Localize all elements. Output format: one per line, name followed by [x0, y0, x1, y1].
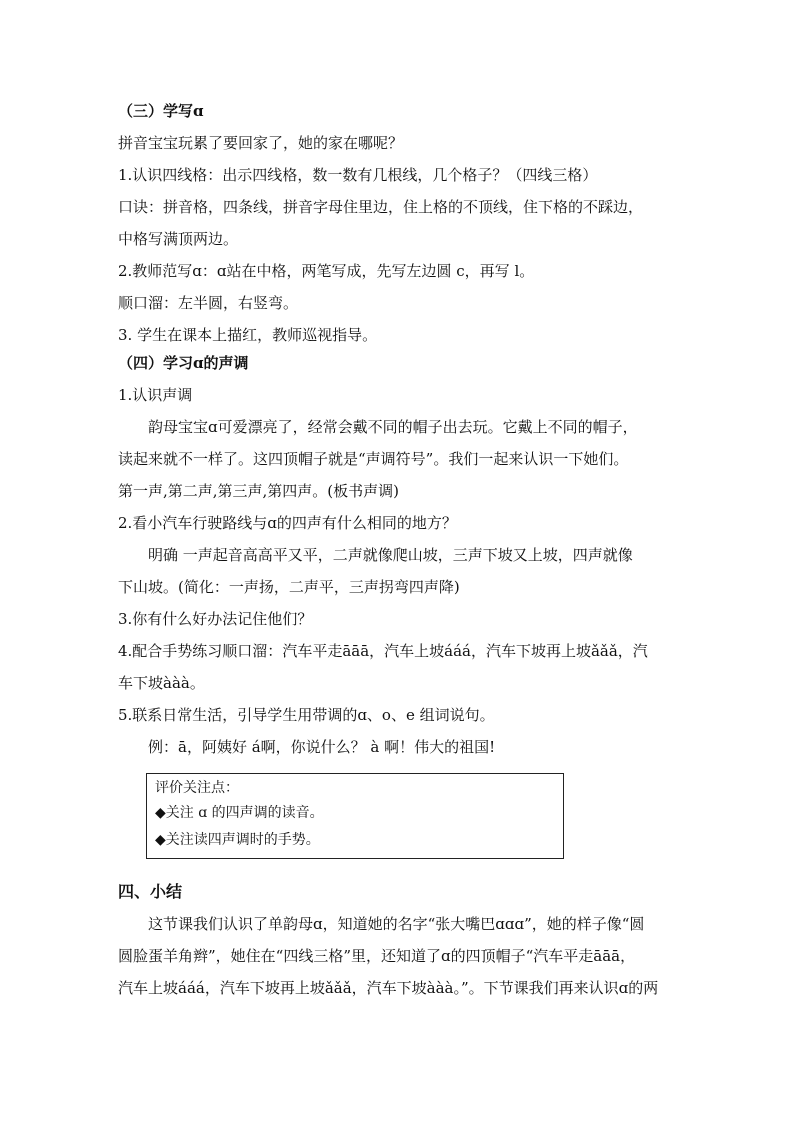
text-line: 1.认识四线格：出示四线格，数一数有几根线，几个格子？（四线三格） — [118, 166, 598, 184]
text-line: 2.教师范写ɑ：ɑ站在中格，两笔写成，先写左边圆 c，再写 l。 — [118, 262, 535, 280]
item5: 5.联系日常生活，引导学生用带调的ɑ、o、e 组词说句。 — [118, 706, 495, 724]
text-line: 读起来就不一样了。这四顶帽子就是“声调符号”。我们一起来认识一下她们。 — [118, 450, 629, 468]
text-line: 汽车上坡ááá，汽车下坡再上坡ǎǎǎ，汽车下坡ààà。”。下节课我们再来认识ɑ的两 — [118, 979, 659, 997]
summary-heading: 四、小结 — [118, 882, 183, 901]
text-line: 3. 学生在课本上描红，教师巡视指导。 — [118, 326, 378, 344]
text-line: 顺口溜：左半圆，右竖弯。 — [118, 294, 299, 312]
evaluation-item: ◆关注 ɑ 的四声调的读音。 — [155, 805, 324, 821]
text-line: 明确 一声起音高高平又平，二声就像爬山坡，三声下坡又上坡，四声就像 — [148, 546, 633, 564]
example-line: 例：ā，阿姨好 á啊，你说什么？ à 啊！伟大的祖国! — [148, 738, 496, 756]
text-line: 第一声,第二声,第三声,第四声。(板书声调) — [118, 482, 400, 500]
text-line: 这节课我们认识了单韵母ɑ，知道她的名字“张大嘴巴ɑɑɑ”，她的样子像“圆 — [148, 915, 645, 933]
item3: 3.你有什么好办法记住他们？ — [118, 610, 313, 628]
text-line: 口诀：拼音格，四条线，拼音字母住里边，住上格的不顶线，住下格的不踩边， — [118, 198, 644, 216]
section4-heading: （四）学习ɑ的声调 — [118, 354, 249, 372]
item2-title: 2.看小汽车行驶路线与ɑ的四声有什么相同的地方？ — [118, 514, 457, 532]
item1-title: 1.认识声调 — [118, 386, 193, 404]
item4-line: 车下坡ààà。 — [118, 674, 205, 692]
section3-heading: （三）学写ɑ — [118, 102, 204, 120]
text-line: 拼音宝宝玩累了要回家了，她的家在哪呢？ — [118, 134, 404, 152]
evaluation-box — [146, 773, 564, 859]
text-line: 中格写满顶两边。 — [118, 230, 239, 248]
text-line: 圆脸蛋羊角辫”，她住在“四线三格”里，还知道了ɑ的四顶帽子“汽车平走āāā， — [118, 947, 636, 965]
text-line: 下山坡。(简化：一声扬，二声平，三声拐弯四声降) — [118, 578, 460, 596]
evaluation-item: ◆关注读四声调时的手势。 — [155, 832, 320, 848]
item4-line: 4.配合手势练习顺口溜：汽车平走āāā，汽车上坡ááá，汽车下坡再上坡ǎǎǎ，汽 — [118, 642, 648, 660]
text-line: 韵母宝宝ɑ可爱漂亮了，经常会戴不同的帽子出去玩。它戴上不同的帽子， — [148, 418, 638, 436]
evaluation-title: 评价关注点： — [155, 780, 239, 796]
